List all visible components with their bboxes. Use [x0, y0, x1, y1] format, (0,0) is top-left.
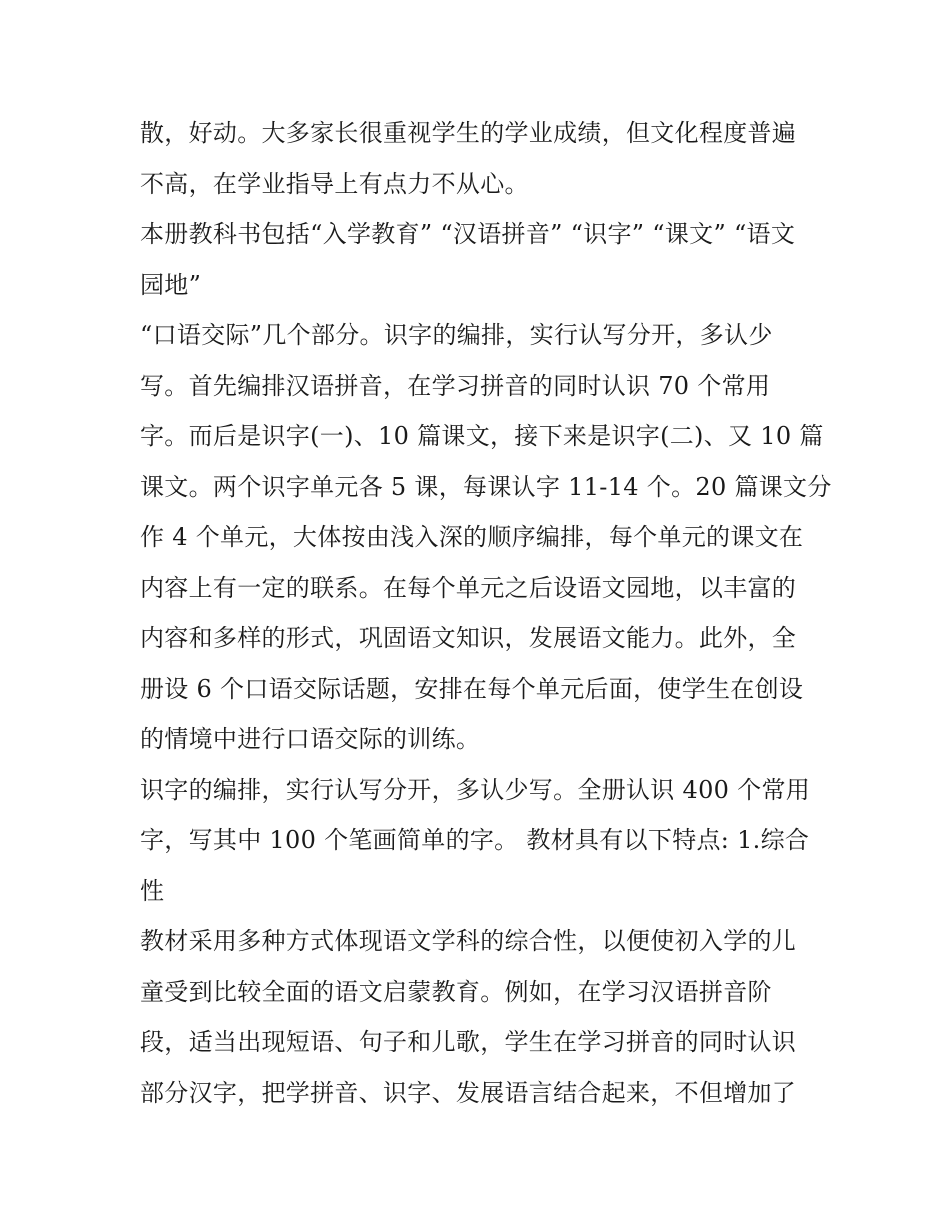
text-line: 部分汉字，把学拼音、识字、发展语言结合起来，不但增加了 [140, 1078, 797, 1107]
text-line: 本册教科书包括“入学教育” “汉语拼音” “识字” “课文” “语文 [140, 220, 796, 248]
text-line: 教材采用多种方式体现语文学科的综合性，以便使初入学的儿 [140, 927, 797, 955]
text-line: 册设 6 个口语交际话题，安排在每个单元后面，使学生在创设 [140, 674, 804, 703]
text-line: 童受到比较全面的语文启蒙教育。例如，在学习汉语拼音阶 [140, 977, 772, 1006]
text-line: 园地” [140, 270, 202, 299]
text-line: 的情境中进行口语交际的训练。 [140, 725, 481, 753]
text-line: 写。首先编排汉语拼音，在学习拼音的同时认识 70 个常用 [140, 371, 771, 400]
text-line: 作 4 个单元，大体按由浅入深的顺序编排，每个单元的课文在 [140, 523, 804, 551]
document-body [140, 108, 832, 1118]
text-line: 字。而后是识字(一)、10 篇课文，接下来是识字(二)、又 10 篇 [140, 422, 824, 450]
text-line: 内容和多样的形式，巩固语文知识，发展语文能力。此外，全 [140, 624, 797, 652]
text-line: 散，好动。大多家长很重视学生的学业成绩，但文化程度普遍 [140, 119, 797, 147]
text-line: 课文。两个识字单元各 5 课，每课认字 11-14 个。20 篇课文分 [140, 472, 832, 501]
text-line: 识字的编排，实行认写分开，多认少写。全册认识 400 个常用 [140, 775, 811, 804]
text-line: 内容上有一定的联系。在每个单元之后设语文园地，以丰富的 [140, 573, 797, 602]
text-line: 不高，在学业指导上有点力不从心。 [140, 169, 529, 198]
text-line: “口语交际”几个部分。识字的编排，实行认写分开，多认少 [140, 321, 773, 349]
text-line: 字，写其中 100 个笔画简单的字。 教材具有以下特点: 1.综合 [140, 826, 810, 854]
text-line: 性 [140, 876, 165, 905]
text-line: 段，适当出现短语、句子和儿歌，学生在学习拼音的同时认识 [140, 1028, 797, 1056]
